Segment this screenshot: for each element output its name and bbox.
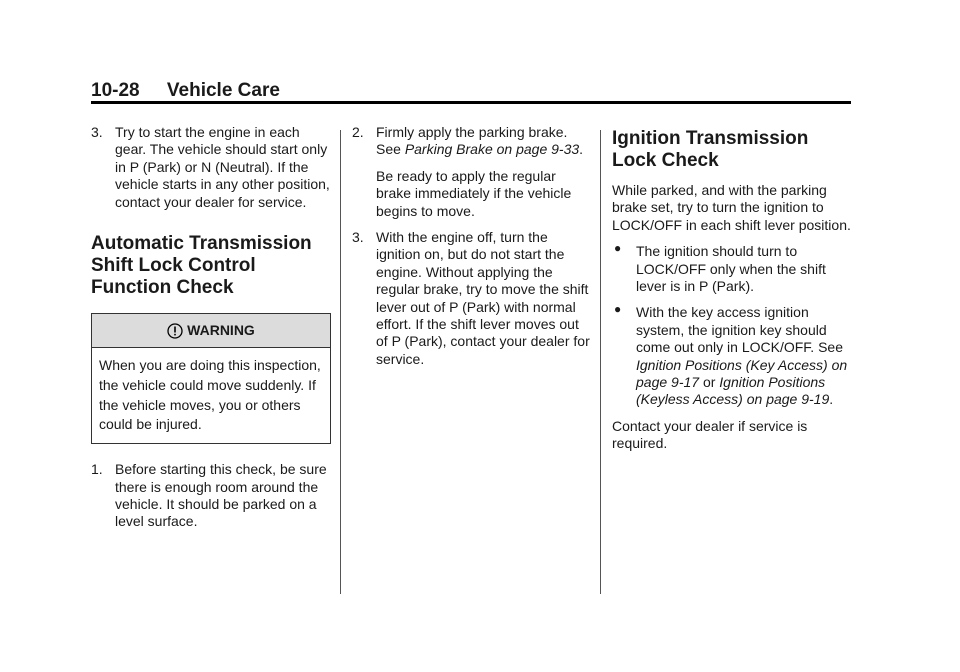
warning-title: WARNING — [187, 321, 255, 338]
bullet-icon: ● — [614, 302, 622, 317]
step-text: Try to start the engine in each gear. The vehicle should start only in P (Park) or N (Neutral). If the vehicle starts in any other position, contact your dealer for service. — [115, 124, 330, 210]
bullet-text: With the key access ignition system, the ignition key should come out only in LOCK/OFF. See — [636, 304, 843, 356]
step-text-end: . — [579, 141, 584, 158]
step-number: 3. — [91, 124, 103, 140]
intro-paragraph: While parked, and with the parking brake set, try to turn the ignition to LOCK/OFF in each shift lever position. — [612, 182, 851, 233]
bullet-item-2 — [612, 304, 857, 408]
step-number: 2. — [352, 124, 364, 140]
column-divider-2 — [600, 130, 601, 594]
warning-box — [91, 313, 331, 444]
column-3 — [612, 124, 857, 453]
step-text: Before starting this check, be sure there is enough room around the vehicle. It should be parked on a level surface. — [115, 461, 327, 530]
cross-reference-link[interactable]: Ignition Positions (Key Access) on page 9-17 — [636, 356, 848, 391]
bullet-text: The ignition should turn to LOCK/OFF only when the shift lever is in P (Park). — [636, 243, 826, 295]
step-number: 1. — [91, 461, 103, 478]
step-2-parking-brake — [352, 124, 592, 159]
closing-paragraph: Contact your dealer if service is required. — [612, 417, 808, 452]
section-heading-shift-lock: Automatic Transmission Shift Lock Control Function Check — [91, 233, 312, 299]
cross-reference-link[interactable]: Ignition Positions (Keyless Access) on page 9-19 — [636, 374, 830, 408]
step-2-note — [352, 168, 592, 220]
warning-header — [92, 314, 330, 348]
column-divider-1 — [340, 130, 341, 594]
bullet-item-1 — [612, 243, 857, 295]
column-2 — [352, 124, 592, 368]
page-header — [91, 80, 280, 102]
header-rule — [91, 101, 851, 104]
section-title: Vehicle Care — [166, 80, 280, 101]
step-number: 3. — [352, 229, 364, 246]
section-heading-ignition-lock: Ignition Transmission Lock Check — [612, 128, 809, 171]
step-3-engine-test — [91, 124, 331, 211]
step-text: With the engine off, turn the ignition on, but do not start the engine. Without applying the regular brake, try to move the shift lever out of P (Park) with normal effort. If the shift lever moves out of P (Park), contact your dealer for service. — [376, 229, 590, 367]
warning-body: When you are doing this inspection, the vehicle could move suddenly. If the vehicle moves, you or others could be injured. — [99, 357, 321, 433]
page-number: 10-28 — [91, 80, 140, 101]
warning-triangle-icon — [167, 323, 183, 339]
cross-reference-link[interactable]: Parking Brake on page 9-33 — [404, 141, 580, 158]
step-text: Firmly apply the parking brake. See — [376, 124, 568, 158]
bullet-text-mid: or — [699, 374, 720, 391]
column-1 — [91, 124, 331, 531]
step-1-preparation — [91, 461, 331, 531]
bullet-text-end: . — [829, 391, 834, 408]
bullet-icon: ● — [614, 241, 622, 256]
note-text: Be ready to apply the regular brake immediately if the vehicle begins to move. — [376, 167, 572, 219]
step-3-shift-lever-test — [352, 229, 592, 368]
